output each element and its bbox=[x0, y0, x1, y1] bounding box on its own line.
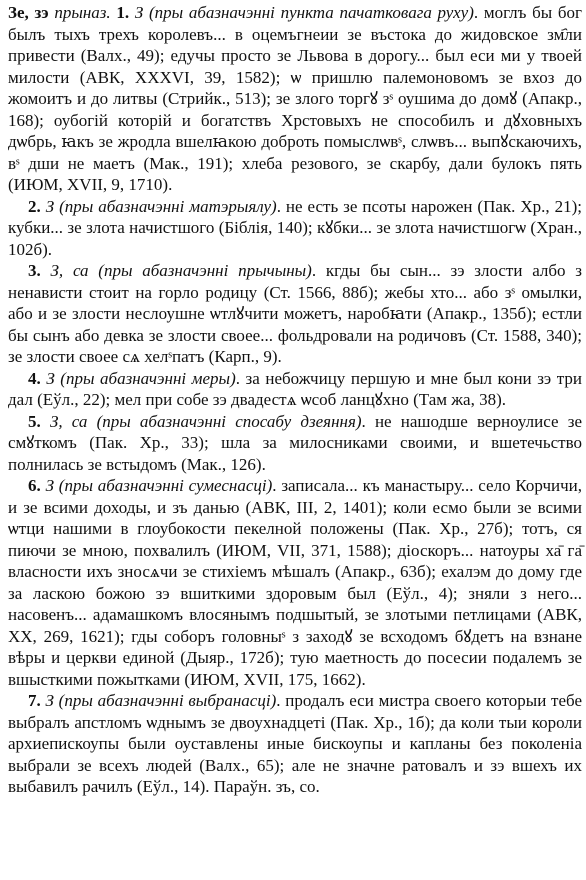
sense-text: . не есть зе псоты нарожен (Пак. Хр., 21); кубки... зе злота начистшого (Біблія, 140); кꙋбки... зе злота начистшогѡ (Хран., 102б). bbox=[8, 196, 582, 259]
sense-number: 1. bbox=[116, 3, 130, 22]
sense-2 bbox=[8, 196, 582, 261]
sense-number: 6. bbox=[28, 476, 41, 495]
sense-number: 3. bbox=[28, 261, 41, 280]
sense-text: . кгды бы сын... зэ злости албо з ненависти стоит на горло родицу (Ст. 1566, 88б); жебы хто... або зˢ омылки, або и зе злости неслоушне ѡтлꙋчити можетъ, наробꙗти (Апакр., 135б); естли бы сынъ або девка зе злости своее... фольдровали на родичовъ (Ст. 1588, 340); зе злости своее сѧ хелˢпатъ (Карп., 9). bbox=[8, 261, 583, 366]
sense-label: З, са (пры абазначэнні прычыны) bbox=[50, 261, 312, 280]
sense-label: З (пры абазначэнні пункта пачатковага руху) bbox=[134, 3, 474, 22]
headword: Зе, зэ bbox=[8, 3, 49, 22]
part-of-speech: прыназ. bbox=[54, 3, 111, 22]
sense-text: . продалъ еси мистра своего которыи тебе выбралъ апстломъ ѡднымъ зе двоухнадцеті (Пак. Хр., 1б); да коли тыи короли архиепискоупы были оуставлены иные бискоупы и капланы без поколеніа выбрали зе всехъ людей (Валх., 65); але не значне ратовалъ и зэ вшехъ их выбавилъ рачилъ (Еўл., 14). Параўн. зъ, со. bbox=[8, 691, 582, 796]
sense-number: 4. bbox=[28, 368, 41, 388]
sense-number: 5. bbox=[28, 411, 41, 431]
sense-4 bbox=[8, 368, 582, 411]
sense-number: 7. bbox=[28, 691, 41, 710]
sense-5 bbox=[8, 411, 582, 476]
sense-3 bbox=[8, 260, 582, 368]
sense-label: З (пры абазначэнні выбранасці) bbox=[45, 691, 277, 710]
sense-text: . за небожчицу першую и мне был кони зэ три дал (Еўл., 22); мел при собе зэ двадестѧ ѡсоб ланцꙋхно (Там жа, 38). bbox=[8, 368, 583, 409]
sense-1 bbox=[8, 2, 582, 196]
sense-label: З (пры абазначэнні меры) bbox=[46, 368, 236, 388]
sense-6 bbox=[8, 475, 582, 690]
sense-text: . не нашодше верноулисе зе смꙋткомъ (Пак. Хр., 33); шла за милосниками своими, и вшетечьство полнилась зе встыдомъ (Мак., 126). bbox=[8, 411, 583, 474]
sense-label: З, са (пры абазначэнні спосабу дзеяння) bbox=[49, 411, 362, 431]
sense-label: З (пры абазначэнні матэрыялу) bbox=[45, 196, 277, 216]
sense-number: 2. bbox=[28, 196, 41, 216]
sense-text: . записала... къ манастыру... село Корчичи, и зе всими доходы, и зъ данью (АВК, III, 2, 1401); коли есмо были зе всими ѡтци нашими в глоубокости пекелной положены (Пак. Хр., 27б); тотъ, ся пиючи зе мною, похвалилъ (ИЮМ, VII, 371, 1588); діоскоръ... натоуры ха̄ га̄ власности ихъ зносѧчи зе стихіемъ мѣшалъ (Апакр., 63б); ехалэм до дому где за ласкою божою зэ вшиткими здоровым был (Еўл., 4); зняли з него... насовенъ... адамашкомъ влосянымъ подшытый, зе злотыми петлицами (АВК, XX, 269, 1621); гды соборъ головныˢ з заходꙋ зе всходомъ бꙋдетъ на взнане вѣры и церкви единой (Дыяр., 172б); тую маетность до посесии подалемъ зе вшысткими пожытками (ИЮМ, XVII, 175, 1662). bbox=[8, 476, 582, 689]
sense-7 bbox=[8, 690, 582, 798]
sense-label: З (пры абазначэнні сумеснасці) bbox=[45, 476, 273, 495]
sense-text: . моглъ бы бог былъ тыхъ трехъ королевъ... в оцемъгнеии зе въстока до жидовское зм҄ли привести (Валх., 49); едучы просто зе Львова в дорогу... был еси ми у твоей милости (АВК, XXXVI, 39, 1582); ѡ пришлю палемоновомъ зе вхоз до жомоитъ и до литвы (Стрийк., 513); зе злого торгꙋ зˢ оушима до домꙋ (Апакр., 168); оубогій которій и богатствъ Хрстовыхъ не способилъ и дꙋховныхъ дѡбрь, ꙗкъ зе жродла вшелꙗкою доброть помыслѡвˢ, слѡвъ... выпꙋскаючихъ, вˢ дши не маетъ (Мак., 191); хлеба резового, зе скарбу, дали булокъ пять (ИЮМ, XVII, 9, 1710). bbox=[8, 3, 583, 194]
